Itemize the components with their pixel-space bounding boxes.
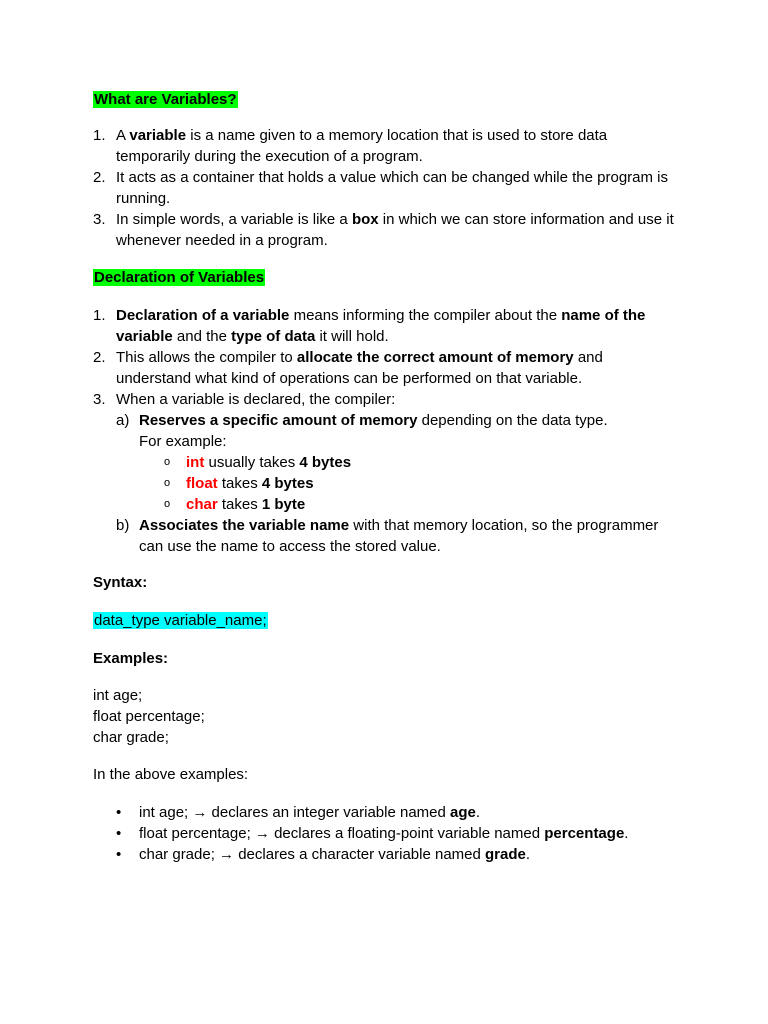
text: with that memory location, so the programmer can use the name to access the stored value. [139,517,659,555]
text: means informing the compiler about the [289,307,562,324]
keyword: int [186,454,205,471]
examples-label: Examples: [93,650,169,667]
text: usually takes [204,454,300,471]
type-size-item [93,452,678,473]
item-number: 3. [93,391,106,408]
examples-code [93,685,678,748]
bold-text: name of the variable [116,307,646,345]
circle-bullet-icon: o [164,477,171,489]
bold-text: variable [129,127,187,144]
type-size-item [93,494,678,515]
code-line: char grade; [93,729,169,746]
item-letter: a) [116,412,130,429]
list-item [93,167,678,209]
text: char grade; → declares a character variable named [139,846,486,863]
type-size-item [93,473,678,494]
code-line: float percentage; [93,708,205,725]
text: When a variable is declared, the compiler: [116,391,396,408]
text: A [116,127,130,144]
item-number: 3. [93,211,106,228]
text: . [475,804,481,821]
text: and understand what kind of operations can be performed on that variable. [116,349,603,387]
bold-text: Associates the variable name [139,517,350,534]
text: For example: [139,433,227,450]
bold-text: 4 bytes [299,454,352,471]
syntax-code-line [93,610,678,631]
sub-list-item [93,515,678,557]
text: in which we can store information and use it whenever needed in a program. [116,211,674,249]
bullet-icon: • [116,804,122,821]
section-heading-declaration [93,267,678,288]
text: This allows the compiler to [116,349,297,366]
bullet-icon: • [116,825,122,842]
text: is a name given to a memory location that is used to store data temporarily during the execution of a program. [116,127,608,165]
text: . [624,825,629,842]
text: takes [217,475,262,492]
item-number: 2. [93,169,106,186]
list-item [93,209,678,251]
text: It acts as a container that holds a value which can be changed while the program is running. [116,169,668,207]
syntax-label: Syntax: [93,574,148,591]
heading-text: Declaration of Variables [94,269,265,286]
text: . [525,846,531,863]
bold-text: age [450,804,476,821]
text: int age; → declares an integer variable named [139,804,451,821]
circle-bullet-icon: o [164,498,171,510]
sub-list-item [93,410,678,452]
list-item [93,125,678,167]
keyword: float [186,475,218,492]
variables-list [93,125,678,251]
list-item [93,305,678,347]
section-heading-variables [93,89,678,110]
heading-text: What are Variables? [94,91,237,108]
text: depending on the data type. [417,412,608,429]
bold-text: box [351,211,379,228]
list-item [93,347,678,389]
bold-text: Declaration of a variable [116,307,290,324]
code-line: int age; [93,687,143,704]
list-item [93,823,678,844]
bold-text: Reserves a specific amount of memory [139,412,418,429]
item-number: 1. [93,307,106,324]
examples-bullet-list [93,802,678,865]
bold-text: 1 byte [261,496,306,513]
bold-text: 4 bytes [261,475,314,492]
text: it will hold. [315,328,389,345]
text: takes [217,496,262,513]
bold-text: grade [485,846,526,863]
list-item [93,802,678,823]
list-item [93,389,678,410]
text: and the [172,328,232,345]
bold-text: type of data [231,328,316,345]
declaration-list [93,305,678,557]
bold-text: percentage [544,825,625,842]
syntax-code: data_type variable_name; [94,612,267,629]
circle-bullet-icon: o [164,456,171,468]
bold-text: allocate the correct amount of memory [296,349,574,366]
item-number: 1. [93,127,106,144]
examples-intro: In the above examples: [93,766,249,783]
text: float percentage; → declares a floating-point variable named [139,825,545,842]
keyword: char [186,496,218,513]
list-item [93,844,678,865]
item-number: 2. [93,349,106,366]
text: In simple words, a variable is like a [116,211,352,228]
item-letter: b) [116,517,130,534]
bullet-icon: • [116,846,122,863]
